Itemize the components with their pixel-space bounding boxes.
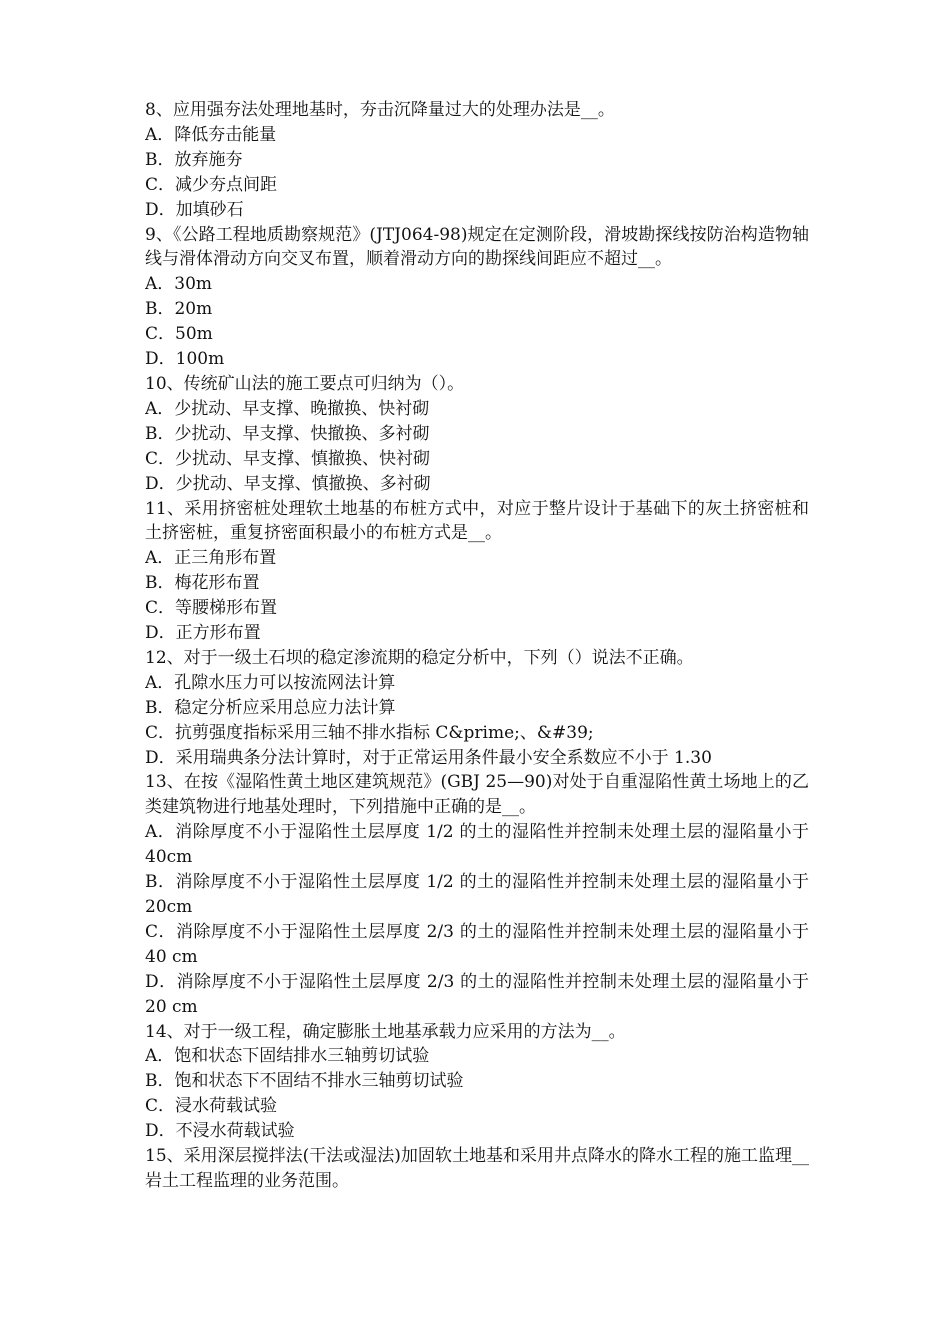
- question-11: [145, 497, 809, 646]
- question-stem: 14、对于一级工程，确定膨胀土地基承载力应采用的方法为__。: [145, 1021, 626, 1042]
- question-10: [145, 372, 809, 497]
- option-d: D．100m: [145, 349, 225, 370]
- question-8: [145, 98, 809, 223]
- option-a: A．30m: [145, 274, 213, 295]
- option-b: B．稳定分析应采用总应力法计算: [145, 697, 396, 718]
- option-a: A．孔隙水压力可以按流网法计算: [145, 672, 396, 693]
- option-d: D．不浸水荷载试验: [145, 1121, 295, 1142]
- question-stem: 11、采用挤密桩处理软土地基的布桩方式中，对应于整片设计于基础下的灰土挤密桩和土挤密桩，重复挤密面积最小的布桩方式是__。: [145, 498, 809, 544]
- option-d: D．消除厚度不小于湿陷性土层厚度 2/3 的土的湿陷性并控制未处理土层的湿陷量小于 20 cm: [145, 971, 809, 1017]
- option-d: D．少扰动、早支撑、慎撤换、多衬砌: [145, 473, 431, 494]
- document-page: [145, 98, 809, 1194]
- option-c: C．少扰动、早支撑、慎撤换、快衬砌: [145, 448, 431, 469]
- question-14: [145, 1020, 809, 1145]
- option-b: B．放弃施夯: [145, 149, 243, 170]
- question-stem: 8、应用强夯法处理地基时，夯击沉降量过大的处理办法是__。: [145, 100, 615, 120]
- option-d: D．正方形布置: [145, 623, 261, 644]
- option-c: C．50m: [145, 324, 213, 345]
- option-a: A．降低夯击能量: [145, 124, 277, 145]
- question-12: [145, 646, 809, 771]
- option-c: C．减少夯点间距: [145, 174, 278, 195]
- option-d: D．加填砂石: [145, 199, 244, 220]
- option-b: B．少扰动、早支撑、快撤换、多衬砌: [145, 423, 430, 444]
- option-a: A．少扰动、早支撑、晚撤换、快衬砌: [145, 398, 430, 419]
- option-c: C．浸水荷载试验: [145, 1096, 278, 1117]
- option-c: C．抗剪强度指标采用三轴不排水指标 C&prime;、&#39;: [145, 722, 594, 743]
- question-stem: 12、对于一级土石坝的稳定渗流期的稳定分析中，下列（）说法不正确。: [145, 647, 694, 668]
- option-a: A．消除厚度不小于湿陷性土层厚度 1/2 的土的湿陷性并控制未处理土层的湿陷量小于 40cm: [145, 822, 809, 868]
- option-a: A．饱和状态下固结排水三轴剪切试验: [145, 1046, 430, 1067]
- question-stem: 10、传统矿山法的施工要点可归纳为（）。: [145, 373, 465, 394]
- option-b: B．饱和状态下不固结不排水三轴剪切试验: [145, 1071, 464, 1092]
- question-15: [145, 1144, 809, 1194]
- option-b: B．20m: [145, 299, 213, 320]
- question-9: [145, 223, 809, 372]
- option-b: B．梅花形布置: [145, 573, 260, 594]
- question-stem: 9、《公路工程地质勘察规范》(JTJ064-98)规定在定测阶段，滑坡勘探线按防治构造物轴线与滑体滑动方向交叉布置，顺着滑动方向的勘探线间距应不超过__。: [145, 224, 809, 270]
- option-c: C．等腰梯形布置: [145, 598, 278, 619]
- question-13: [145, 770, 809, 1019]
- option-c: C．消除厚度不小于湿陷性土层厚度 2/3 的土的湿陷性并控制未处理土层的湿陷量小于 40 cm: [145, 921, 809, 967]
- option-b: B．消除厚度不小于湿陷性土层厚度 1/2 的土的湿陷性并控制未处理土层的湿陷量小于 20cm: [145, 872, 809, 917]
- option-a: A．正三角形布置: [145, 548, 277, 569]
- question-stem: 13、在按《湿陷性黄土地区建筑规范》(GBJ 25—90)对处于自重湿陷性黄土场地上的乙类建筑物进行地基处理时，下列措施中正确的是__。: [145, 772, 809, 818]
- option-d: D．采用瑞典条分法计算时，对于正常运用条件最小安全系数应不小于 1.30: [145, 747, 712, 768]
- question-stem: 15、采用深层搅拌法(干法或湿法)加固软土地基和采用井点降水的降水工程的施工监理__岩土工程监理的业务范围。: [145, 1146, 809, 1191]
